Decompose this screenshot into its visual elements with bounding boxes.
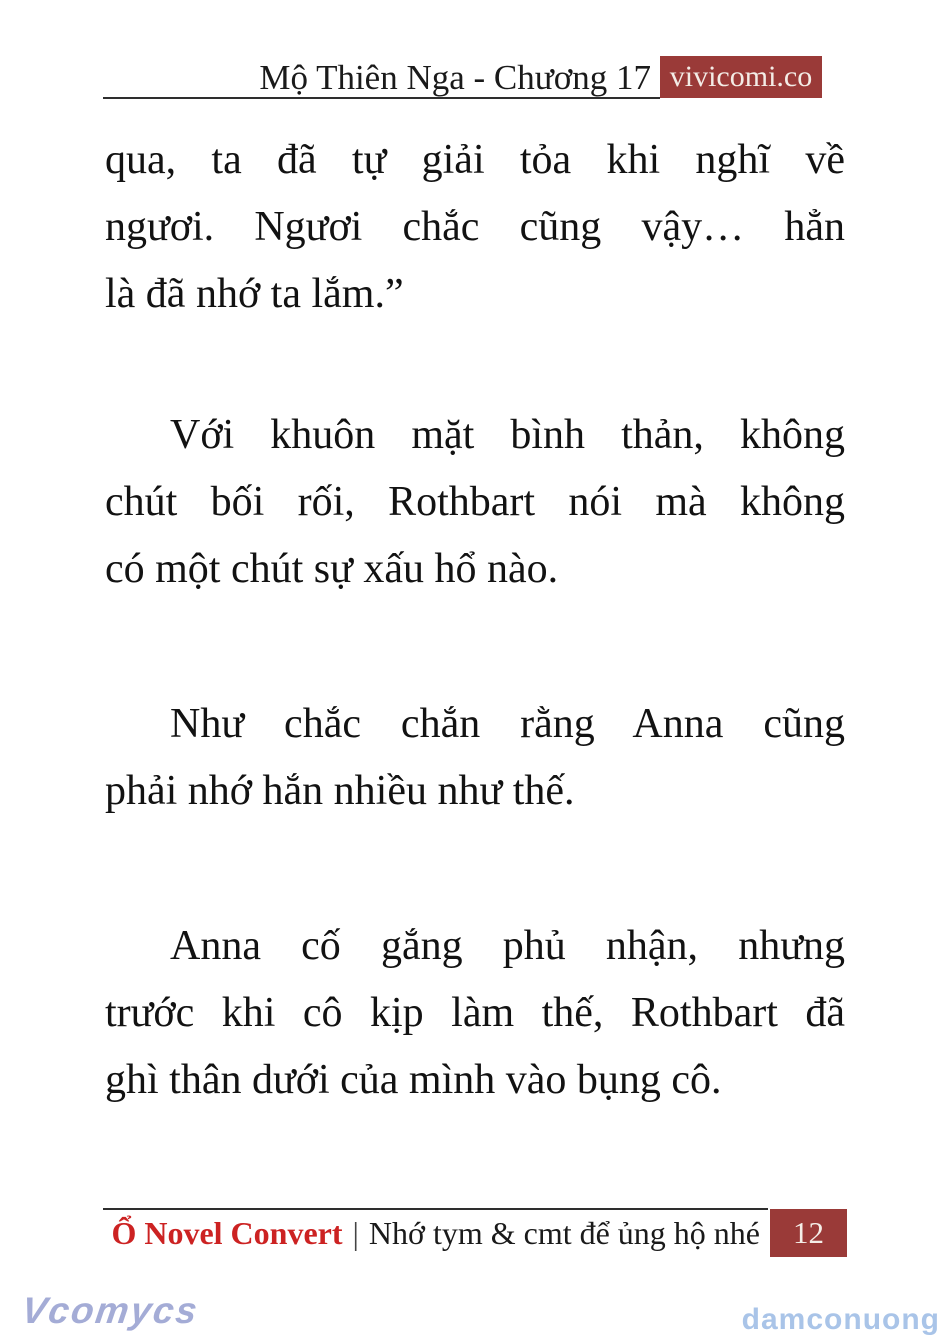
paragraph (105, 402, 845, 603)
text-line: ngươi. Ngươi chắc cũng vậy… hẳn (105, 204, 845, 250)
text-line: Như chắc chắn rằng Anna cũng (170, 701, 845, 747)
paragraph (105, 913, 845, 1114)
text-line: có một chút sự xấu hổ nào. (105, 546, 559, 592)
watermark-damconuong: damconuong (741, 1303, 940, 1336)
converter-brand: Ổ Novel Convert (111, 1215, 343, 1251)
text-line: phải nhớ hắn nhiều như thế. (105, 768, 575, 814)
text-line: qua, ta đã tự giải tỏa khi nghĩ về (105, 137, 845, 183)
watermark-vcomycs: Vcomycs (19, 1290, 202, 1331)
footer-divider (103, 1208, 768, 1210)
paragraph (105, 127, 845, 328)
body-text (105, 0, 845, 1202)
footer-note: Nhớ tym & cmt để ủng hộ nhé (368, 1215, 760, 1251)
text-line: chút bối rối, Rothbart nói mà không (105, 479, 845, 525)
footer-text (111, 1212, 760, 1254)
text-line: Với khuôn mặt bình thản, không (170, 412, 845, 458)
text-line: Anna cố gắng phủ nhận, nhưng (170, 923, 845, 969)
footer-separator: | (352, 1215, 359, 1251)
page-number: 12 (770, 1209, 847, 1257)
text-line: trước khi cô kịp làm thế, Rothbart đã (105, 990, 845, 1036)
chapter-title: Mộ Thiên Nga - Chương 17 (259, 58, 651, 97)
paragraph (105, 691, 845, 825)
site-badge: vivicomi.co (660, 56, 822, 98)
text-line: ghì thân dưới của mình vào bụng cô. (105, 1057, 722, 1103)
text-line: là đã nhớ ta lắm.” (105, 271, 404, 317)
